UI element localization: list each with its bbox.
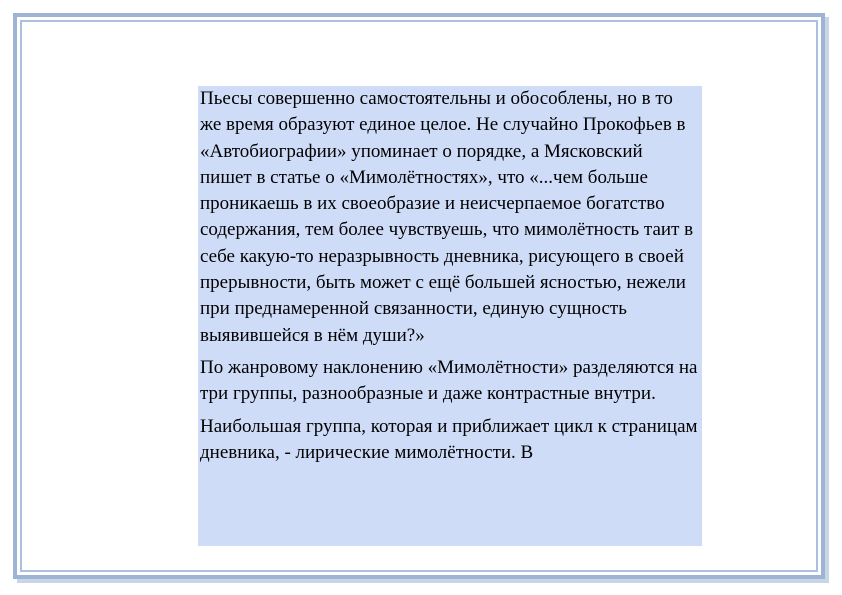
text-box <box>198 86 702 546</box>
frame-shadow <box>17 579 829 583</box>
frame-shadow <box>825 17 829 583</box>
paragraph-3: Наибольшая группа, которая и приближает цикл к страницам дневника, - лирические мимолётности. В <box>200 415 698 463</box>
paragraph-2: По жанровому наклонению «Мимолётности» разделяются на три группы, разнообразные и даже контрастные внутри. <box>200 356 698 405</box>
paragraph-1: Пьесы совершенно самостоятельны и обособлены, но в то же время образуют единое целое. Не случайно Прокофьев в «Автобиографии» упоминает о порядке, а Мясковский пишет в статье о «Мимолётностях», что «...чем больше проникаешь в их своеобразие и неисчерпаемое богатство содержания, тем более чувствуешь, что мимолётность таит в себе какую-то неразрывность дневника, рисующего в своей прерывности, быть может с ещё большей ясностью, нежели при преднамеренной связанности, единую сущность выявившейся в нём души?» <box>200 88 694 346</box>
